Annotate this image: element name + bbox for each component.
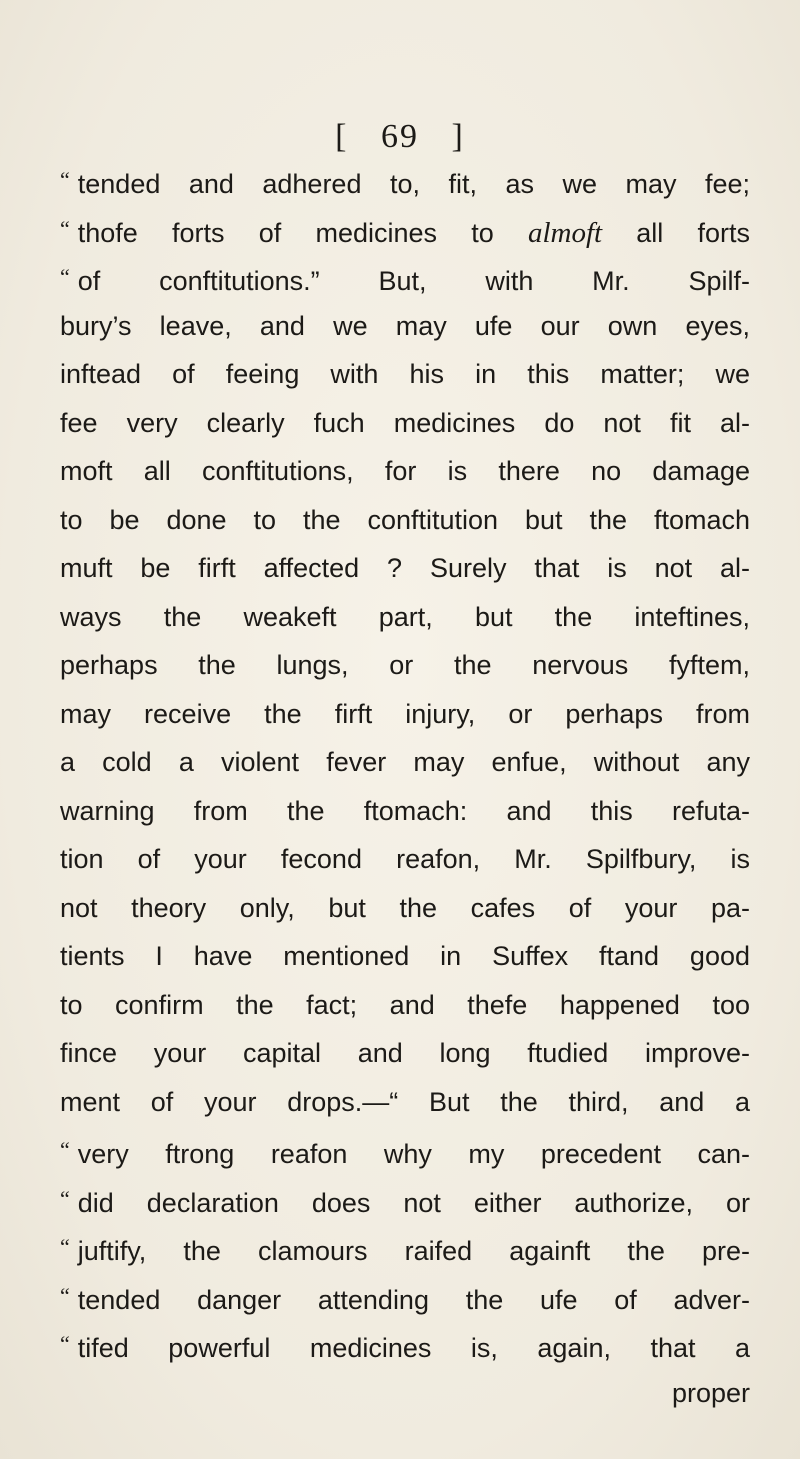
text-line: perhaps the lungs, or the nervous fyftem, [60, 650, 750, 680]
catchword: proper [671, 1377, 750, 1408]
text-line [60, 253, 750, 302]
text-line: not theory only, but the cafes of your pa- [60, 892, 750, 923]
line-text: tended danger attending the ufe of adver- [77, 1284, 750, 1315]
quote-mark: “ [60, 167, 70, 192]
text-line: fince your capital and long ftudied improve- [60, 1038, 750, 1068]
line-text: of conftitutions.” But, with Mr. Spilf- [77, 266, 750, 296]
line-text-continued: all forts [602, 217, 750, 248]
text-line [60, 1126, 750, 1175]
text-line [60, 205, 750, 254]
text-line [60, 1272, 750, 1321]
text-line [60, 1320, 750, 1369]
quote-mark: “ [60, 1137, 70, 1162]
text-line [60, 1223, 750, 1272]
text-line: to be done to the conftitution but the ftomach [60, 504, 750, 535]
text-line: tion of your fecond reafon, Mr. Spilfbury, is [60, 844, 750, 874]
text-line: moft all conftitutions, for is there no damage [60, 456, 750, 486]
header-open-bracket: [ [335, 118, 349, 155]
quote-mark: “ [60, 1185, 70, 1211]
line-text: thofe forts of medicines to [77, 217, 528, 248]
text-line: to confirm the fact; and thefe happened too [60, 989, 750, 1020]
line-text: very ftrong reafon why my precedent can- [77, 1139, 750, 1169]
text-line [60, 156, 750, 205]
text-line: may receive the firft injury, or perhaps from [60, 698, 750, 729]
text-line: inftead of feeing with his in this matter; we [60, 359, 750, 389]
body-text [60, 156, 750, 1417]
line-text: tended and adhered to, fit, as we may fee; [77, 169, 750, 199]
text-line: ways the weakeft part, but the inteftines, [60, 601, 750, 632]
page-header [0, 118, 800, 156]
text-line: fee very clearly fuch medicines do not fit al- [60, 407, 750, 438]
text-line: warning from the ftomach: and this refuta- [60, 795, 750, 826]
text-line: a cold a violent fever may enfue, without any [60, 747, 750, 777]
text-line: ment of your drops.—“ But the third, and a [60, 1086, 750, 1117]
text-line: muft be firft affected ? Surely that is not al- [60, 553, 750, 583]
italic-word: almoft [527, 216, 603, 249]
page-number: 69 [381, 118, 419, 155]
quote-mark: “ [60, 1282, 70, 1308]
text-line: bury’s leave, and we may ufe our own eyes, [60, 310, 750, 341]
line-text: juftify, the clamours raifed againft the pre- [77, 1236, 750, 1266]
line-text: tifed powerful medicines is, again, that a [77, 1333, 750, 1363]
quote-mark: “ [60, 215, 70, 241]
text-line: tients I have mentioned in Suffex ftand good [60, 941, 750, 971]
text-line [60, 1175, 750, 1224]
quote-mark: “ [60, 1331, 70, 1356]
header-close-bracket: ] [451, 118, 465, 155]
quote-mark: “ [60, 264, 70, 289]
quote-mark: “ [60, 1234, 70, 1259]
line-text: did declaration does not either authorize, or [77, 1187, 750, 1218]
